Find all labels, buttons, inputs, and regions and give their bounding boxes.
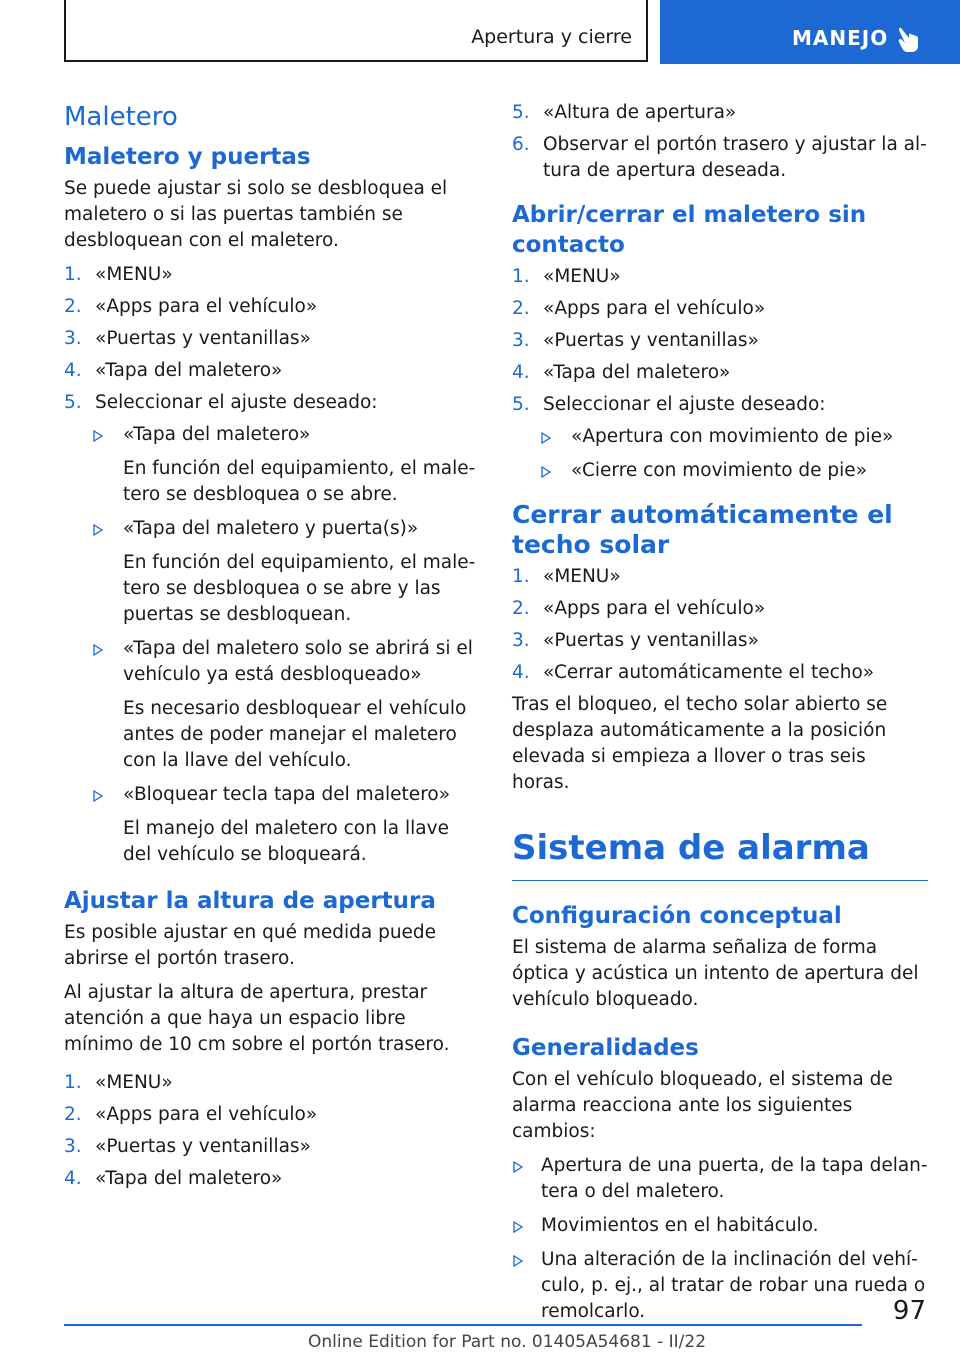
list-item: Apertura de una puerta, de la tapa delantera o del maletero. bbox=[512, 1153, 928, 1205]
header-chapter-tab bbox=[660, 0, 960, 64]
list-item: 2. «Apps para el vehículo» bbox=[512, 298, 766, 319]
subsection-title-generalidades: Generalidades bbox=[512, 1035, 699, 1061]
list-item: 1. «MENU» bbox=[512, 266, 621, 287]
list-item: 4. «Tapa del maletero» bbox=[512, 362, 731, 383]
right-column bbox=[512, 100, 928, 1333]
step-list bbox=[512, 264, 928, 484]
triangle-bullet-icon bbox=[93, 790, 103, 802]
header-section-title: Apertura y cierre bbox=[471, 26, 632, 48]
list-item: 3. «Puertas y ventanillas» bbox=[512, 330, 759, 351]
triangle-bullet-icon bbox=[513, 1161, 523, 1173]
list-item: 3. «Puertas y ventanillas» bbox=[512, 630, 759, 651]
list-item: 1. «MENU» bbox=[512, 566, 621, 587]
step-list bbox=[512, 564, 928, 686]
step-list bbox=[64, 1070, 480, 1192]
triangle-bullet-icon bbox=[93, 430, 103, 442]
triangle-bullet-icon bbox=[541, 466, 551, 478]
pointing-hand-icon bbox=[896, 24, 922, 54]
list-item: «Bloquear tecla tapa del maletero» El manejo del maletero con la llave del vehículo se bloqueará. bbox=[64, 782, 480, 868]
list-item: 6. Observar el portón trasero y ajustar la altura de apertura deseada. bbox=[512, 134, 927, 181]
triangle-bullet-icon bbox=[93, 644, 103, 656]
triangle-bullet-icon bbox=[513, 1221, 523, 1233]
list-item: 5. Seleccionar el ajuste deseado: «Apertura con movimiento de pie» «Cierre con movimiento de pie» bbox=[512, 392, 928, 484]
list-item: 4. «Tapa del maletero» bbox=[64, 360, 283, 381]
step-list bbox=[64, 262, 480, 868]
change-list bbox=[512, 1153, 928, 1325]
list-item: 3. «Puertas y ventanillas» bbox=[64, 1136, 311, 1157]
list-item: 4. «Cerrar automáticamente el techo» bbox=[512, 662, 875, 683]
triangle-bullet-icon bbox=[93, 524, 103, 536]
header-section-box bbox=[64, 0, 648, 62]
paragraph: El sistema de alarma señaliza de forma óptica y acústica un intento de apertura del vehículo bloqueado. bbox=[512, 937, 919, 1010]
list-item: 4. «Tapa del maletero» bbox=[64, 1168, 283, 1189]
list-item: 2. «Apps para el vehículo» bbox=[64, 296, 318, 317]
list-item: Movimientos en el habitáculo. bbox=[512, 1213, 928, 1239]
paragraph: Se puede ajustar si solo se desbloquea el maletero o si las puertas también se desbloquean con el maletero. bbox=[64, 178, 448, 251]
option-list bbox=[512, 424, 928, 484]
section-title-sistema-alarma: Sistema de alarma bbox=[512, 826, 928, 881]
paragraph: Tras el bloqueo, el techo solar abierto se desplaza automáticamente a la posición elevada si empieza a llover o tras seis horas. bbox=[512, 694, 888, 793]
triangle-bullet-icon bbox=[541, 432, 551, 444]
list-item: 1. «MENU» bbox=[64, 264, 173, 285]
paragraph: Al ajustar la altura de apertura, prestar atención a que haya un espacio libre mínimo de 10 cm sobre el portón trasero. bbox=[64, 982, 450, 1055]
list-item: 2. «Apps para el vehículo» bbox=[64, 1104, 318, 1125]
list-item: «Tapa del maletero solo se abrirá si el vehículo ya está desbloqueado» Es necesario desbloquear el vehículo antes de poder manejar el maletero con la llave del vehículo. bbox=[64, 636, 480, 774]
left-column bbox=[64, 100, 480, 1198]
paragraph: Es posible ajustar en qué medida puede abrirse el portón trasero. bbox=[64, 922, 437, 969]
header-chapter-title: MANEJO bbox=[792, 26, 889, 50]
paragraph: Con el vehículo bloqueado, el sistema de alarma reacciona ante los siguientes cambios: bbox=[512, 1069, 893, 1142]
footer-edition: Online Edition for Part no. 01405A54681 - II/22 bbox=[308, 1332, 707, 1352]
step-list bbox=[512, 100, 928, 184]
list-item: 2. «Apps para el vehículo» bbox=[512, 598, 766, 619]
subsection-title-configuracion: Configuración conceptual bbox=[512, 903, 842, 929]
list-item: «Tapa del maletero y puerta(s)» En función del equipamiento, el maletero se desbloquea o se abre y las puertas se desbloquean. bbox=[64, 516, 480, 628]
list-item: «Apertura con movimiento de pie» bbox=[512, 424, 928, 450]
option-list bbox=[64, 422, 480, 868]
list-item: Una alteración de la inclinación del vehículo, p. ej., al tratar de robar una rueda o remolcarlo. bbox=[512, 1247, 928, 1325]
subsection-title-altura-apertura: Ajustar la altura de apertura bbox=[64, 888, 436, 914]
list-item: «Tapa del maletero» En función del equipamiento, el maletero se desbloquea o se abre. bbox=[64, 422, 480, 508]
list-item: «Cierre con movimiento de pie» bbox=[512, 458, 928, 484]
list-item: 3. «Puertas y ventanillas» bbox=[64, 328, 311, 349]
subsection-title-techo-solar: Cerrar automáticamente el techo solar bbox=[512, 500, 893, 559]
footer-divider bbox=[64, 1324, 862, 1326]
subsection-title-maletero-puertas: Maletero y puertas bbox=[64, 144, 311, 170]
list-item: 5. «Altura de apertura» bbox=[512, 102, 737, 123]
page-number: 97 bbox=[892, 1296, 926, 1326]
list-item: 1. «MENU» bbox=[64, 1072, 173, 1093]
list-item: 5. Seleccionar el ajuste deseado: «Tapa del maletero» En función del equipamiento, el maletero se desbloquea o se abre. «Tapa del maletero y puerta(s)» En función del equipamiento, el maletero se desbloquea o se abre y las puertas se desbloquean. «Tapa del maletero solo se abrirá si el vehículo ya está desbloqueado» Es necesario desbloquear el vehículo antes de poder manejar el maletero con la llave del vehículo. «Bloquear tecla tapa del maletero» El manejo del maletero con la llave del vehículo se bloqueará. bbox=[64, 390, 480, 868]
triangle-bullet-icon bbox=[513, 1255, 523, 1267]
section-title-maletero: Maletero bbox=[64, 102, 178, 132]
subsection-title-sin-contacto: Abrir/cerrar el maletero sin contacto bbox=[512, 202, 867, 258]
